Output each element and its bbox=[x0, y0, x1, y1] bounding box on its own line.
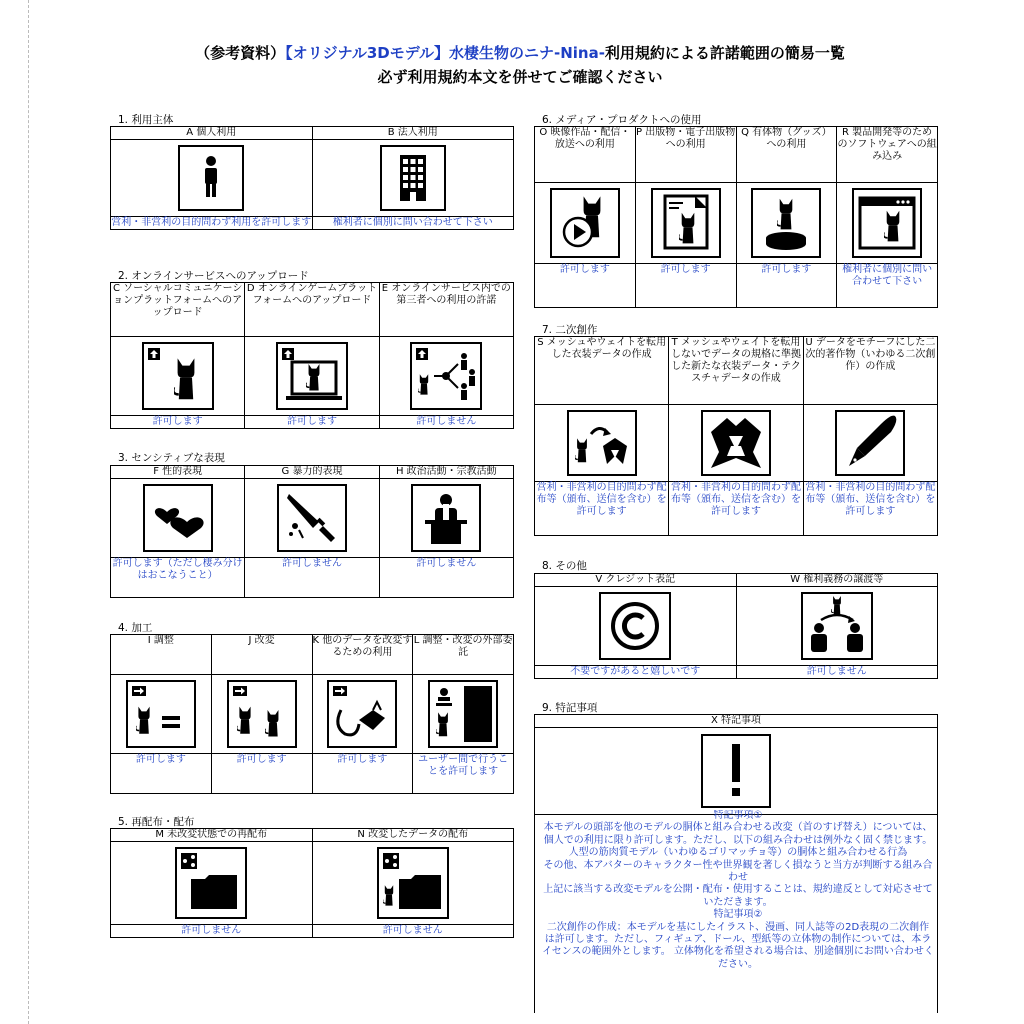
note-line: 上記に該当する改変モデルを公開・配布・使用することは、規約違反として対応させていただきます。 bbox=[543, 884, 933, 908]
col-t-result: 営利・非営利の目的問わず配布等（頒布、送信を含む）を許可します bbox=[669, 482, 803, 536]
note-line: 本モデルの頭部を他のモデルの胴体と組み合わせる改変（首のすげ替え）については、個人での利用に限り許可します。ただし、以下の組み合わせは例外なく固く禁じます。 bbox=[543, 822, 933, 846]
col-a-result: 営利・非営利の目的問わず利用を許可します bbox=[111, 217, 312, 228]
col-c-header: C ソーシャルコミュニケーションプラットフォームへのアップロード bbox=[111, 283, 245, 337]
section-3-table bbox=[110, 465, 514, 598]
section-4-table bbox=[110, 634, 514, 794]
section-9-title: 9. 特記事項 bbox=[542, 702, 598, 714]
copyright-icon bbox=[599, 592, 671, 660]
goods-icon bbox=[751, 188, 821, 258]
col-t-header: T メッシュやウェイトを転用しないでデータの規格に準拠した新たな衣装データ・テクスチャデータの作成 bbox=[669, 337, 803, 405]
col-b-result: 権利者に個別に問い合わせて下さい bbox=[312, 217, 514, 230]
col-h-header: H 政治活動・宗教活動 bbox=[379, 466, 513, 479]
col-n-result: 許可しません bbox=[312, 925, 514, 938]
col-p-result: 許可します bbox=[635, 264, 736, 308]
section-2-table bbox=[110, 282, 514, 429]
col-p-header: P 出版物・電子出版物への利用 bbox=[635, 127, 736, 183]
col-s-header: S メッシュやウェイトを転用した衣装データの作成 bbox=[535, 337, 669, 405]
section-6-table bbox=[534, 126, 938, 308]
podium-icon bbox=[411, 484, 481, 552]
section-5-title: 5. 再配布・配布 bbox=[118, 816, 195, 828]
col-m-header: M 未改変状態での再配布 bbox=[111, 829, 313, 842]
adjust-icon bbox=[126, 680, 196, 748]
col-k-result: 許可します bbox=[312, 754, 413, 794]
hearts-icon bbox=[143, 484, 213, 552]
col-e-result: 許可しません bbox=[379, 416, 513, 429]
col-g-header: G 暴力的表現 bbox=[245, 466, 379, 479]
software-icon bbox=[852, 188, 922, 258]
col-q-header: Q 有体物（グッズ）への利用 bbox=[736, 127, 837, 183]
page-margin-rule bbox=[28, 0, 29, 1024]
costume-new-icon bbox=[701, 410, 771, 476]
publication-icon bbox=[651, 188, 721, 258]
section-1-title: 1. 利用主体 bbox=[118, 114, 174, 126]
col-r-result: 権利者に個別に問い合わせて下さい bbox=[837, 264, 938, 308]
model-name-link[interactable]: 【オリジナル3Dモデル】水棲生物のニナ-Nina- bbox=[285, 44, 605, 62]
col-d-header: D オンラインゲームプラットフォームへのアップロード bbox=[245, 283, 379, 337]
col-i-header: I 調整 bbox=[111, 635, 212, 675]
col-d-result: 許可します bbox=[245, 416, 379, 429]
col-f-header: F 性的表現 bbox=[111, 466, 245, 479]
building-icon bbox=[380, 145, 446, 211]
special-notes bbox=[542, 810, 934, 1006]
transfer-rights-icon bbox=[801, 592, 873, 660]
col-i-result: 許可します bbox=[111, 754, 212, 794]
col-x-header: X 特記事項 bbox=[535, 715, 938, 728]
person-icon bbox=[178, 145, 244, 211]
section-4-title: 4. 加工 bbox=[118, 622, 153, 634]
section-2-title: 2. オンラインサービスへのアップロード bbox=[118, 270, 309, 282]
col-l-result: ユーザー間で行うことを許可します bbox=[413, 754, 514, 794]
note-heading-1: 特記事項① bbox=[713, 810, 763, 821]
upload-avatar-icon bbox=[142, 342, 214, 410]
section-8-table bbox=[534, 573, 938, 679]
col-u-result: 営利・非営利の目的問わず配布等（頒布、送信を含む）を許可します bbox=[803, 482, 937, 536]
video-icon bbox=[550, 188, 620, 258]
note-line: 二次創作の作成：本モデルを基にしたイラスト、漫画、同人誌等の2D表現の二次創作は許可します。ただし、フィギュア、ドール、型紙等の立体物の制作については、本ライセンスの範囲外とします。 立体物化を希望される場合は、別途個別にお問い合わせください。 bbox=[542, 921, 934, 970]
title-suffix: 利用規約による許諾範囲の簡易一覧 bbox=[604, 44, 845, 62]
note-line: その他、本アバターのキャラクター性や世界観を著しく損なうと当方が判断する組み合わせ bbox=[543, 859, 933, 884]
page-title bbox=[120, 42, 920, 63]
col-s-result: 営利・非営利の目的問わず配布等（頒布、送信を含む）を許可します bbox=[535, 482, 669, 536]
exclamation-icon bbox=[701, 734, 771, 808]
col-g-result: 許可しません bbox=[245, 558, 379, 598]
section-1-table bbox=[110, 126, 514, 230]
reuse-data-icon bbox=[327, 680, 397, 748]
col-f-result: 許可します（ただし棲み分けはおこなうこと） bbox=[111, 558, 245, 598]
upload-game-icon bbox=[276, 342, 348, 410]
col-n-header: N 改変したデータの配布 bbox=[312, 829, 514, 842]
costume-transfer-icon bbox=[567, 410, 637, 476]
share-third-party-icon bbox=[410, 342, 482, 410]
col-m-result: 許可しません bbox=[111, 925, 313, 938]
section-7-table bbox=[534, 336, 938, 536]
col-j-result: 許可します bbox=[211, 754, 312, 794]
col-w-result: 許可しません bbox=[736, 666, 938, 679]
col-v-result: 不要ですがあると嬉しいです bbox=[535, 666, 737, 679]
col-a-header: A 個人利用 bbox=[111, 127, 313, 140]
col-b-header: B 法人利用 bbox=[312, 127, 514, 140]
outsource-icon bbox=[428, 680, 498, 748]
title-prefix: （参考資料） bbox=[195, 44, 286, 62]
col-h-result: 許可しません bbox=[379, 558, 513, 598]
section-7-title: 7. 二次創作 bbox=[542, 324, 598, 336]
col-q-result: 許可します bbox=[736, 264, 837, 308]
pen-icon bbox=[835, 410, 905, 476]
note-heading-2: 特記事項② bbox=[713, 909, 763, 921]
page-subtitle: 必ず利用規約本文を併せてご確認ください bbox=[377, 68, 663, 86]
col-v-header: V クレジット表記 bbox=[535, 574, 737, 587]
col-w-header: W 権利義務の譲渡等 bbox=[736, 574, 938, 587]
col-u-header: U データをモチーフにした二次的著作物（いわゆる二次創作）の作成 bbox=[803, 337, 937, 405]
col-o-header: O 映像作品・配信・放送への利用 bbox=[535, 127, 636, 183]
section-8-title: 8. その他 bbox=[542, 560, 587, 572]
col-k-header: K 他のデータを改変するための利用 bbox=[312, 635, 413, 675]
knife-icon bbox=[277, 484, 347, 552]
col-o-result: 許可します bbox=[535, 264, 636, 308]
modify-icon bbox=[227, 680, 297, 748]
col-r-header: R 製品開発等のためのソフトウェアへの組み込み bbox=[837, 127, 938, 183]
section-6-title: 6. メディア・プロダクトへの使用 bbox=[542, 114, 702, 126]
col-c-result: 許可します bbox=[111, 416, 245, 429]
col-l-header: L 調整・改変の外部委託 bbox=[413, 635, 514, 675]
col-e-header: E オンラインサービス内での第三者への利用の許諾 bbox=[379, 283, 513, 337]
section-5-table bbox=[110, 828, 514, 938]
redistribute-icon bbox=[175, 847, 247, 919]
section-3-title: 3. センシティブな表現 bbox=[118, 452, 225, 464]
note-line: 人型の筋肉質モデル（いわゆるゴリマッチョ等）の胴体と組み合わせる行為 bbox=[568, 847, 908, 859]
distribute-modified-icon bbox=[377, 847, 449, 919]
col-j-header: J 改変 bbox=[211, 635, 312, 675]
